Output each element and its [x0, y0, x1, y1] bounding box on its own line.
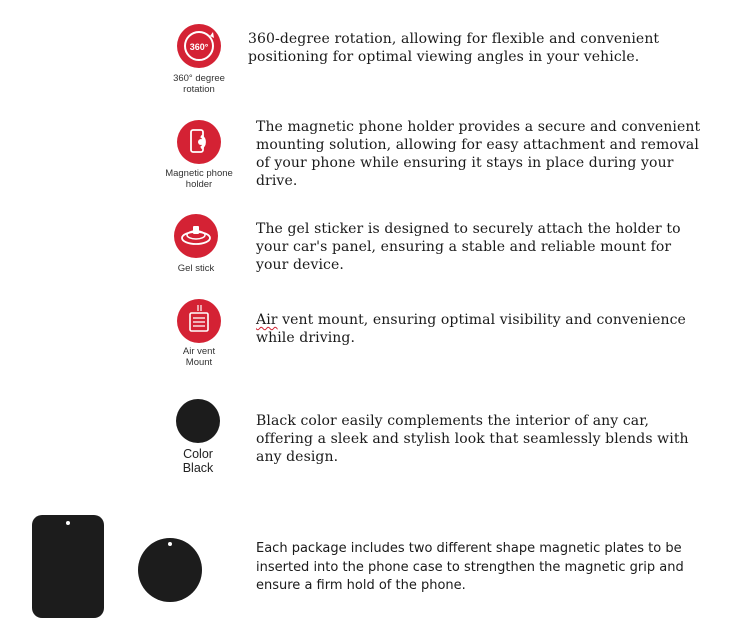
magnetic-description: The magnetic phone holder provides a secure and convenient mounting solution, allowing for easy attachment and removal of your phone while ensuring it stays in place during your drive. — [256, 119, 701, 189]
vent-label-line-2: Mount — [185, 356, 213, 368]
vent-description-first-word: Air — [256, 312, 278, 328]
feature-rotation — [163, 24, 235, 96]
gel-label-line-1: Gel stick — [177, 263, 215, 274]
color-label-line-1: Color — [183, 447, 213, 461]
vent-description — [256, 311, 706, 347]
feature-gel-stick — [160, 214, 232, 275]
rotation-360-icon — [177, 24, 221, 68]
feature-air-vent — [163, 299, 235, 369]
air-vent-icon — [177, 299, 221, 343]
rotation-badge-text: 360° — [189, 42, 209, 52]
magnetic-phone-icon — [177, 120, 221, 164]
rectangular-plate — [32, 515, 104, 618]
color-swatch-icon — [176, 399, 220, 443]
plate-hole — [168, 542, 172, 546]
rotation-label-line-1: 360° degree — [173, 73, 225, 84]
vent-label-line-1: Air vent — [182, 346, 216, 357]
vent-description-rest: vent mount, ensuring optimal visibility and convenience while driving. — [256, 312, 686, 346]
round-plate — [138, 538, 202, 602]
magnetic-label-line-2: holder — [185, 178, 213, 190]
plate-hole — [66, 521, 70, 525]
gel-stick-icon — [174, 214, 218, 258]
gel-description: The gel sticker is designed to securely attach the holder to your car's panel, ensuring a stable and reliable mount for your device. — [256, 221, 681, 273]
magnetic-label-line-1: Magnetic phone — [165, 168, 233, 179]
rotation-description: 360-degree rotation, allowing for flexible and convenient positioning for optimal viewing angles in your vehicle. — [248, 31, 660, 65]
feature-color — [162, 399, 234, 476]
feature-magnetic-holder — [157, 120, 241, 191]
plates-description: Each package includes two different shape magnetic plates to be inserted into the phone case to strengthen the magnetic grip and ensure a firm hold of the phone. — [256, 541, 684, 593]
color-description: Black color easily complements the interior of any car, offering a sleek and stylish look that seamlessly blends with any design. — [256, 413, 689, 465]
color-label-line-2: Black — [182, 461, 214, 476]
rotation-label-line-2: rotation — [183, 83, 215, 95]
